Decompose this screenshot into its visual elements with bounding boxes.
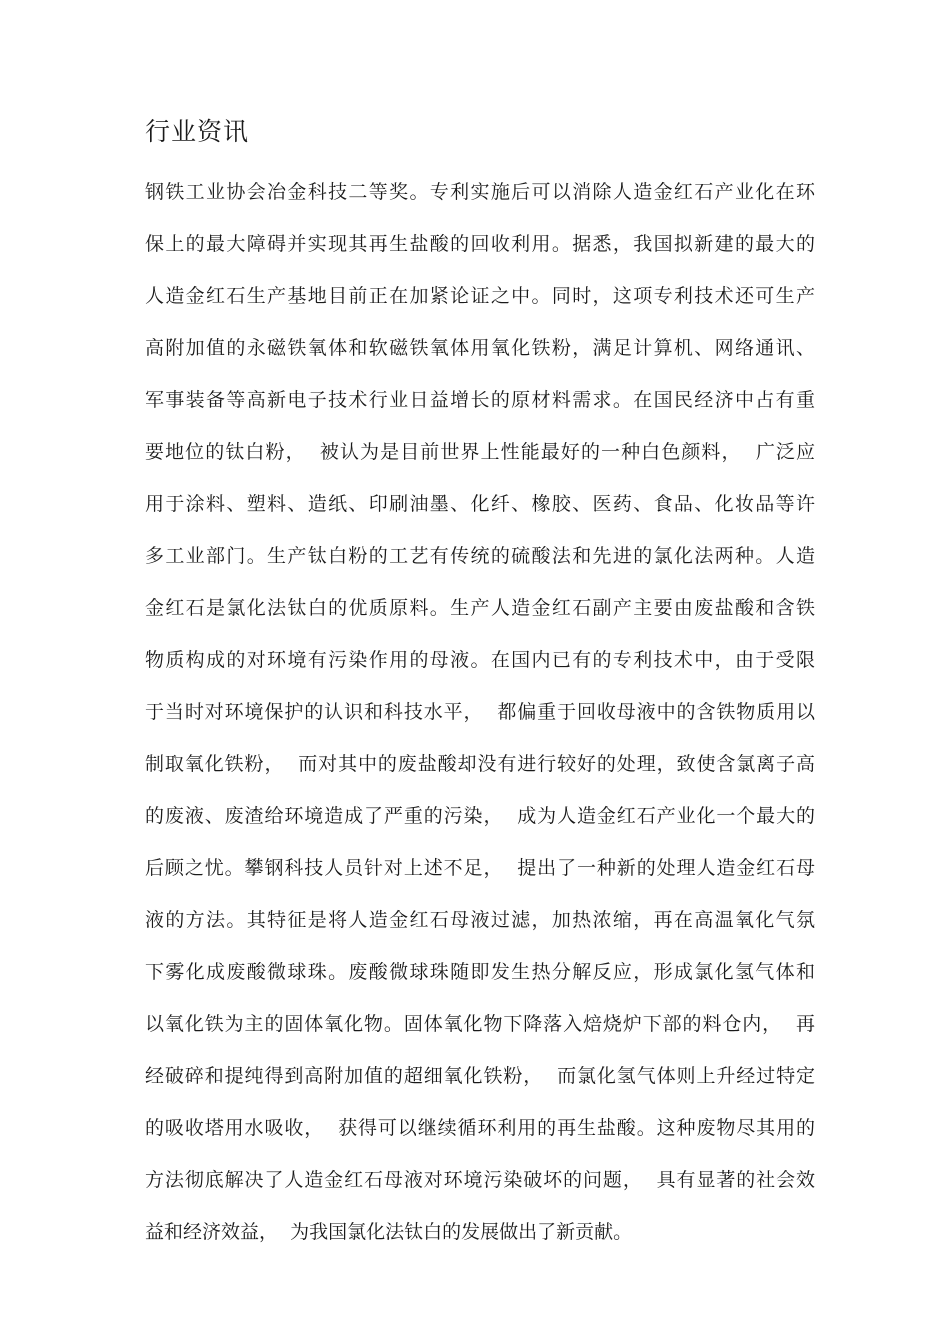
text-line: 下雾化成废酸微球珠。废酸微球珠随即发生热分解反应，形成氯化氢气体和 (145, 961, 815, 983)
text-line: 方法彻底解决了人造金红石母液对环境污染破坏的问题， 具有显著的社会效 (145, 1169, 815, 1191)
text-line: 于当时对环境保护的认识和科技水平， 都偏重于回收母液中的含铁物质用以 (145, 701, 815, 723)
text-line: 液的方法。其特征是将人造金红石母液过滤，加热浓缩，再在高温氧化气氛 (145, 909, 815, 931)
text-line: 的废液、废渣给环境造成了严重的污染， 成为人造金红石产业化一个最大的 (145, 805, 815, 827)
text-line: 物质构成的对环境有污染作用的母液。在国内已有的专利技术中，由于受限 (145, 649, 815, 671)
text-line: 的吸收塔用水吸收， 获得可以继续循环利用的再生盐酸。这种废物尽其用的 (145, 1117, 815, 1139)
text-line: 保上的最大障碍并实现其再生盐酸的回收利用。据悉，我国拟新建的最大的 (145, 233, 815, 255)
text-line: 多工业部门。生产钛白粉的工艺有传统的硫酸法和先进的氯化法两种。人造 (145, 545, 815, 567)
text-line: 钢铁工业协会冶金科技二等奖。专利实施后可以消除人造金红石产业化在环 (145, 181, 815, 203)
text-line: 高附加值的永磁铁氧体和软磁铁氧体用氧化铁粉，满足计算机、网络通讯、 (145, 337, 815, 359)
text-line: 要地位的钛白粉， 被认为是目前世界上性能最好的一种白色颜料， 广泛应 (145, 441, 815, 463)
page-title: 行业资讯 (145, 117, 250, 146)
text-line: 金红石是氯化法钛白的优质原料。生产人造金红石副产主要由废盐酸和含铁 (145, 597, 815, 619)
text-line: 人造金红石生产基地目前正在加紧论证之中。同时，这项专利技术还可生产 (145, 285, 815, 307)
text-line: 益和经济效益， 为我国氯化法钛白的发展做出了新贡献。 (145, 1221, 633, 1243)
text-line: 经破碎和提纯得到高附加值的超细氧化铁粉， 而氯化氢气体则上升经过特定 (145, 1065, 815, 1087)
text-line: 军事装备等高新电子技术行业日益增长的原材料需求。在国民经济中占有重 (145, 389, 815, 411)
text-line: 制取氧化铁粉， 而对其中的废盐酸却没有进行较好的处理，致使含氯离子高 (145, 753, 815, 775)
article-body (145, 166, 815, 1258)
text-line: 用于涂料、塑料、造纸、印刷油墨、化纤、橡胶、医药、食品、化妆品等许 (145, 493, 815, 515)
text-line: 以氧化铁为主的固体氧化物。固体氧化物下降落入焙烧炉下部的料仓内， 再 (145, 1013, 815, 1035)
text-line: 后顾之忧。攀钢科技人员针对上述不足， 提出了一种新的处理人造金红石母 (145, 857, 815, 879)
